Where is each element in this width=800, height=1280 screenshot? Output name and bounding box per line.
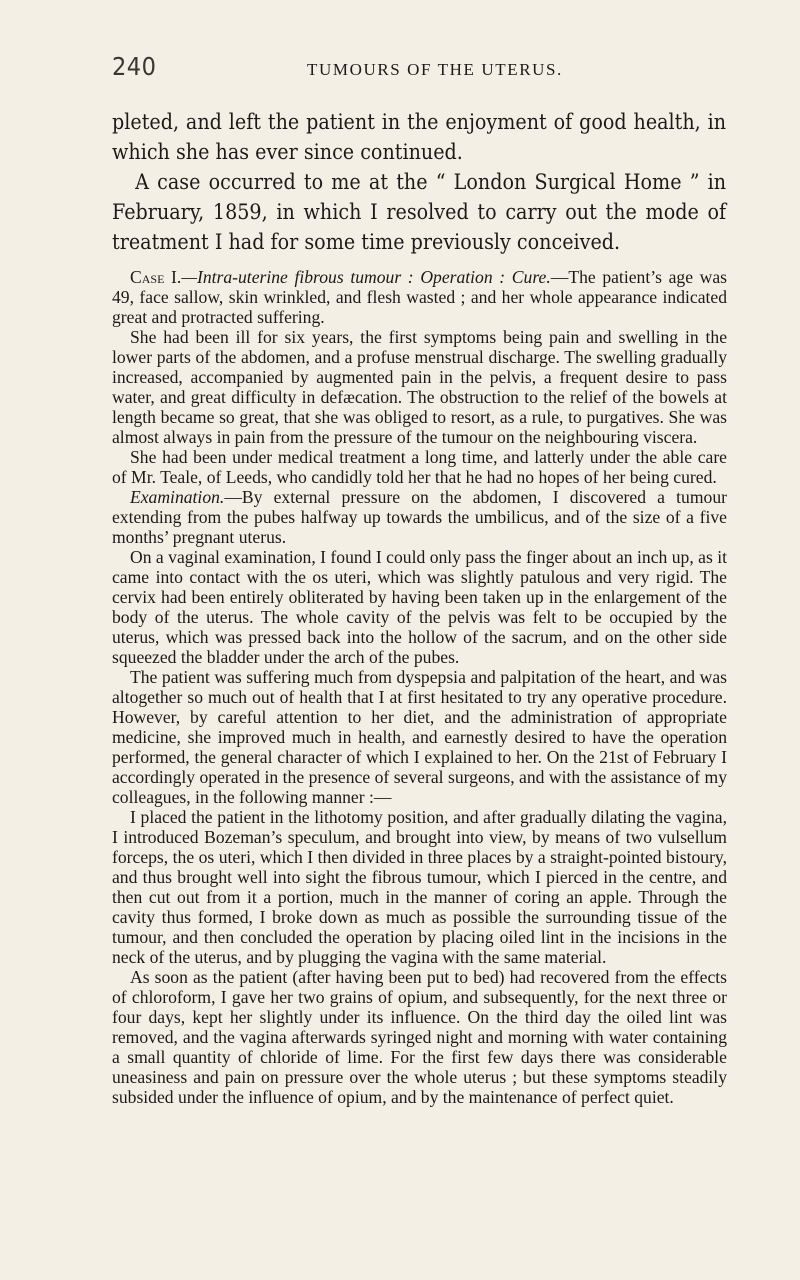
examination-text: —By external pressure on the abdomen, I discovered a tumour extending from the pubes halfway up towards the umbilicus, and of the size of a five months’ pregnant uterus. [112, 487, 727, 547]
case-title: —Intra-uterine fibrous tumour : Operation : Cure. [181, 267, 551, 287]
examination-label: Examination. [130, 487, 225, 507]
page-number: 240 [112, 52, 157, 81]
body-paragraph: The patient was suffering much from dyspepsia and palpitation of the heart, and was altogether so much out of health that I at first hesitated to try any operative procedure. However, by careful attention to her diet, and the administration of appropriate medicine, she improved much in health, and earnestly desired to have the operation performed, the general character of which I explained to her. On the 21st of February I accordingly operated in the presence of several surgeons, and with the assistance of my colleagues, in the following manner :— [112, 667, 727, 807]
lead-paragraph: A case occurred to me at the “ London Surgical Home ” in February, 1859, in which I resolved to carry out the mode of treatment I had for some time previously conceived. [112, 170, 727, 255]
case-intro: —The patient’s age was 49, face sallow, skin wrinkled, and flesh wasted ; and her whole appearance indicated great and protracted suffering. [112, 267, 728, 327]
case-report [112, 267, 727, 1107]
case-heading-paragraph [112, 267, 727, 327]
lead-paragraph: pleted, and left the patient in the enjoyment of good health, in which she has ever since continued. [112, 110, 727, 165]
body-paragraph: She had been under medical treatment a long time, and latterly under the able care of Mr. Teale, of Leeds, who candidly told her that he had no hopes of her being cured. [112, 447, 727, 487]
lead-text [112, 108, 726, 258]
body-paragraph: On a vaginal examination, I found I could only pass the finger about an inch up, as it came into contact with the os uteri, which was slightly patulous and very rigid. The cervix had been entirely obliterated by having been taken up in the enlargement of the body of the uterus. The whole cavity of the pelvis was felt to be occupied by the uterus, which was pressed back into the hollow of the sacrum, and on the other side squeezed the bladder under the arch of the pubes. [112, 547, 727, 667]
body-paragraph: As soon as the patient (after having been put to bed) had recovered from the effects of chloroform, I gave her two grains of opium, and subsequently, for the next three or four days, kept her slightly under its influence. On the third day the oiled lint was removed, and the vagina afterwards syringed night and morning with water containing a small quantity of chloride of lime. For the first few days there was considerable uneasiness and pain on pressure over the whole uterus ; but these symptoms steadily subsided under the influence of opium, and by the maintenance of perfect quiet. [112, 967, 727, 1107]
body-paragraph: I placed the patient in the lithotomy position, and after gradually dilating the vagina, I introduced Bozeman’s speculum, and brought into view, by means of two vulsellum forceps, the os uteri, which I then divided in three places by a straight-pointed bistoury, and thus brought well into sight the fibrous tumour, which I pierced in the centre, and then cut out from it a portion, much in the manner of coring an apple. Through the cavity thus formed, I broke down as much as possible the surrounding tissue of the tumour, and then concluded the operation by placing oiled lint in the incisions in the neck of the uterus, and by plugging the vagina with the same material. [112, 807, 727, 967]
case-label: Case I. [130, 267, 182, 287]
page-header [112, 52, 732, 86]
examination-paragraph [112, 487, 727, 547]
body-paragraph: She had been ill for six years, the first symptoms being pain and swelling in the lower parts of the abdomen, and a profuse menstrual discharge. The swelling gradually increased, accompanied by augmented pain in the pelvis, a frequent desire to pass water, and great difficulty in defæcation. The obstruction to the relief of the bowels at length became so great, that she was obliged to resort, as a rule, to purgatives. She was almost always in pain from the pressure of the tumour on the neighbouring viscera. [112, 327, 727, 447]
running-head: TUMOURS OF THE UTERUS. [307, 60, 563, 79]
